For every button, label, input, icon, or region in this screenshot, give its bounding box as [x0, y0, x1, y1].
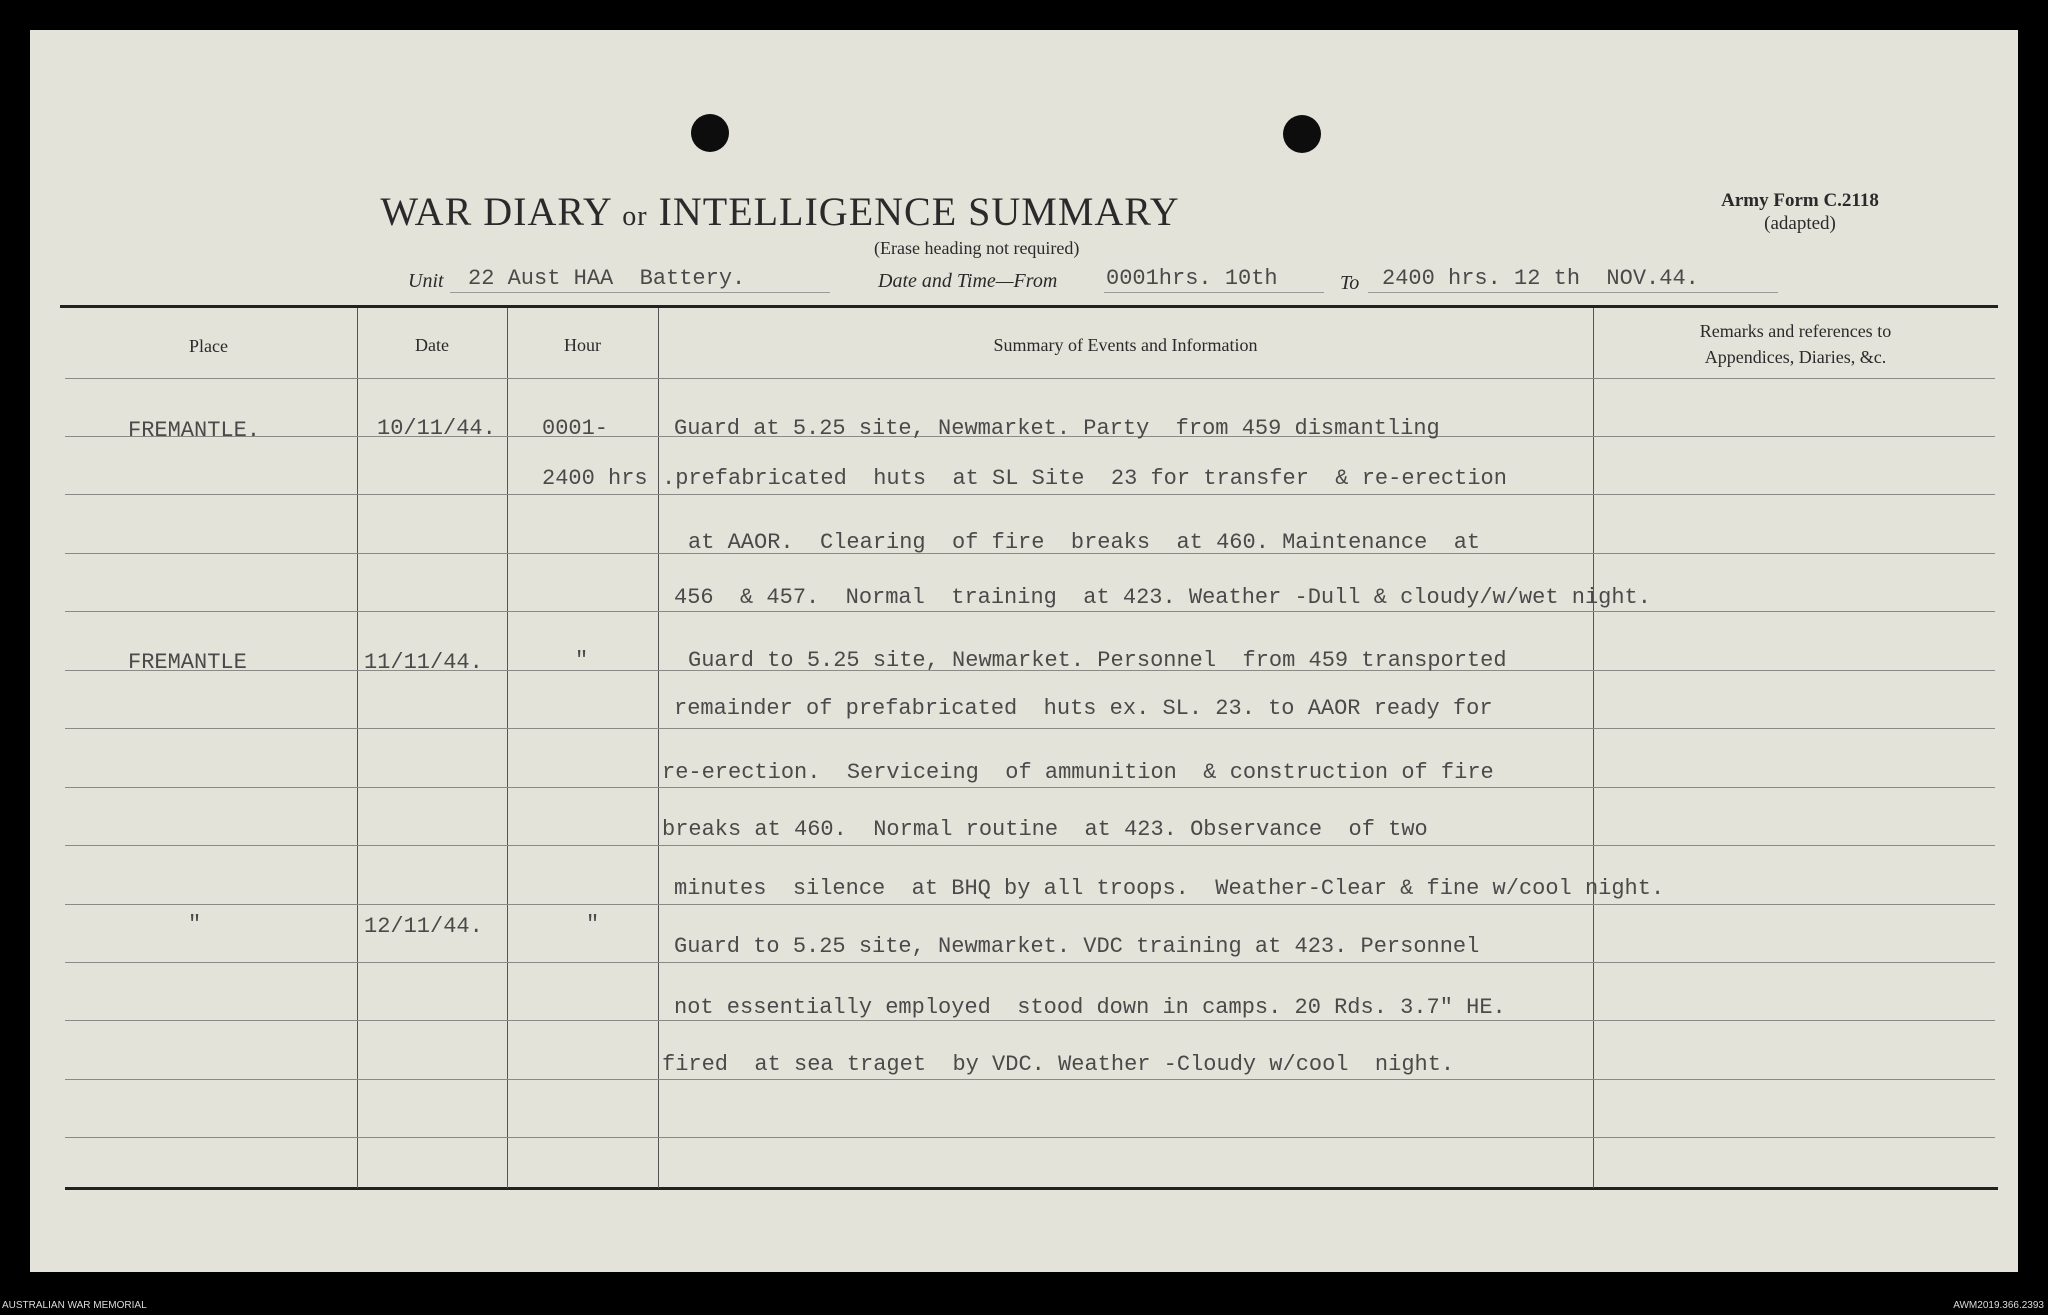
army-form-adapted: (adapted) [1764, 213, 1836, 234]
column-header-remarks [1593, 318, 1998, 370]
entry-place-ditto: " [188, 912, 202, 937]
unit-label: Unit [408, 270, 444, 292]
entry-date: 12/11/44. [364, 914, 483, 939]
summary-line: .prefabricated huts at SL Site 23 for transfer & re-erection [662, 466, 1507, 491]
entry-hour-start: 0001- [542, 416, 609, 441]
summary-line: not essentially employed stood down in camps. 20 Rds. 3.7" HE. [674, 995, 1506, 1020]
army-form-number: Army Form C.2118 [1721, 190, 1879, 211]
summary-line: at AAOR. Clearing of fire breaks at 460. Maintenance at [688, 530, 1481, 555]
footer-accession-number: AWM2019.366.2393 [1953, 1300, 2044, 1311]
entry-place: FREMANTLE [128, 650, 247, 675]
summary-line: re-erection. Serviceing of ammunition & construction of fire [662, 760, 1494, 785]
table-top-rule [60, 305, 1998, 308]
summary-line: Guard to 5.25 site, Newmarket. Personnel from 459 transported [688, 648, 1507, 673]
remarks-header-line2: Appendices, Diaries, &c. [1704, 347, 1887, 367]
title-or: or [622, 201, 648, 232]
column-header-hour: Hour [564, 335, 601, 355]
summary-line: 456 & 457. Normal training at 423. Weather -Dull & cloudy/w/wet night. [674, 585, 1651, 610]
punch-hole-right [1283, 115, 1321, 153]
punch-hole-left [691, 114, 729, 152]
datetime-label: Date and Time—From [878, 270, 1058, 292]
diary-sheet [30, 30, 2018, 1272]
summary-line: breaks at 460. Normal routine at 423. Observance of two [662, 817, 1428, 842]
summary-line: remainder of prefabricated huts ex. SL. 23. to AAOR ready for [674, 696, 1493, 721]
entry-hour-ditto: " [575, 648, 589, 673]
form-title [30, 188, 1530, 235]
entry-place: FREMANTLE. [128, 418, 261, 443]
column-header-summary: Summary of Events and Information [993, 335, 1258, 355]
footer-credit: AUSTRALIAN WAR MEMORIAL [2, 1300, 147, 1311]
summary-line: minutes silence at BHQ by all troops. Weather-Clear & fine w/cool night. [674, 876, 1665, 901]
entry-hour-ditto: " [586, 912, 600, 937]
summary-line: fired at sea traget by VDC. Weather -Cloudy w/cool night. [662, 1052, 1455, 1077]
to-label: To [1340, 272, 1360, 294]
entry-hour-end: 2400 hrs [542, 466, 648, 491]
column-header-place: Place [189, 336, 228, 356]
summary-line: Guard to 5.25 site, Newmarket. VDC training at 423. Personnel [674, 934, 1480, 959]
entry-date: 11/11/44. [364, 650, 483, 675]
from-value: 0001hrs. 10th [1106, 266, 1278, 291]
remarks-header-line1: Remarks and references to [1699, 321, 1892, 341]
column-header-date: Date [415, 335, 449, 355]
summary-line: Guard at 5.25 site, Newmarket. Party from 459 dismantling [674, 416, 1440, 441]
erase-note: (Erase heading not required) [874, 238, 1080, 258]
title-part2: INTELLIGENCE SUMMARY [658, 189, 1180, 234]
unit-value: 22 Aust HAA Battery. [468, 266, 746, 291]
title-part1: WAR DIARY [380, 189, 612, 234]
to-value: 2400 hrs. 12 th NOV.44. [1382, 266, 1699, 291]
entry-date: 10/11/44. [377, 416, 496, 441]
table-bottom-rule [65, 1187, 1998, 1190]
